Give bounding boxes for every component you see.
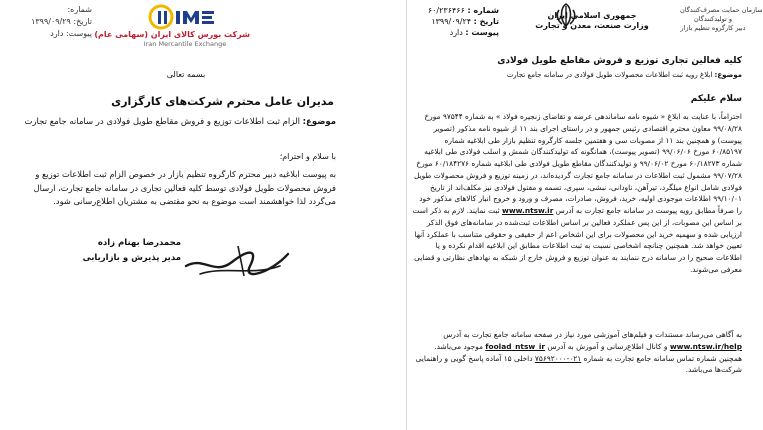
phone-number: ۰۲۱-۷۵۶۹۲۰۰۰ <box>534 353 582 363</box>
greeting: سلام علیکم <box>690 94 742 104</box>
help-link[interactable]: www.ntsw.ir/help <box>669 341 742 351</box>
gov-line-1: جمهوری اسلامی ایران <box>547 11 637 20</box>
date-label: تاریخ: <box>73 17 92 26</box>
number-label: شماره: <box>67 5 92 14</box>
ime-logo-mark <box>148 4 222 30</box>
logo-name-fa: شرکت بورس کالای ایران (سهامی عام) <box>94 30 250 39</box>
signature-icon <box>180 236 300 286</box>
date-label: تاریخ : <box>473 17 499 26</box>
body-text: به پیوست ابلاغیه دبیر محترم کارگروه تنظیم بازار در خصوص الزام ثبت اطلاعات توزیع و فروش محصولات طویل فولادی توسط کلیه فعالین تجاری در سامانه جامع تجارت، ارسال می‌گردد لذا خواهشمند است موضوع به نحو مقتضی به مشتریان اطلاع‌رسانی شود. <box>33 169 336 206</box>
para2-part-d: داخلی ۱۵ آماده پاسخ گویی و راهنمایی شرکت‌ها می‌باشد. <box>415 353 742 375</box>
letter-attachment <box>411 27 499 38</box>
greeting: با سلام و احترام؛ <box>279 152 336 161</box>
government-header <box>512 11 672 31</box>
para2-part-c: موجود می‌باشد. همچنین شماره تماس سامانه جامع تجارت به شماره <box>434 341 742 363</box>
date-value: ۱۳۹۹/۰۹/۲۹ <box>31 17 71 26</box>
letter-attachment <box>10 28 92 39</box>
letter-date <box>411 16 499 27</box>
para2-part-b: و کانال اطلاع‌رسانی و آموزش به آدرس <box>547 341 668 351</box>
ntsw-link[interactable]: www.ntsw.ir <box>502 206 554 215</box>
letter-date <box>10 16 92 27</box>
signatory-name: محمدرضا بهنام زاده <box>97 238 181 248</box>
gov-line-2: وزارت صنعت، معدن و تجارت <box>535 21 649 30</box>
number-label: شماره : <box>467 6 499 15</box>
subject-text: ابلاغ رویه ثبت اطلاعات محصولات طویل فولادی در سامانه جامع تجارت <box>506 71 713 79</box>
letter-meta <box>411 5 499 38</box>
attachment-label: پیوست : <box>465 28 499 37</box>
ministry-letter <box>407 0 763 430</box>
organization-header <box>680 6 763 33</box>
subject-text: الزام ثبت اطلاعات توزیع و فروش مقاطع طویل فولادی در سامانه جامع تجارت <box>24 117 300 127</box>
para1-part-b: ثبت نمایند. لازم به ذکر است بر اساس این مصوبات، از این پس عملکرد فعالین بر اساس اطلاعات ثبت‌شده در سامانه‌های فوق الذکر ارزیابی شده و سهمیه خرید این محصولات برای این اشخاص اعم از حقیقی و حقوقی متناسب با عملکرد آنها تعیین خواهد شد. همچنین چنانچه اشخاصی نسبت به ثبت اطلاعات مطابق این ابلاغیه اقدام نکرده و یا اطلاعات صحیح را در سامانه درج ننمایند به عنوان توزیع و فروش خارج از شبکه به نهادهای نظارتی و قضایی معرفی می‌شوند. <box>412 206 742 274</box>
attachment-value: دارد <box>449 28 463 37</box>
org-line-2: و تولیدکنندگان <box>693 15 732 23</box>
letter-number <box>411 5 499 16</box>
body-paragraph-2 <box>412 329 742 411</box>
subject-line <box>18 116 336 128</box>
body-paragraph-1 <box>412 111 742 323</box>
para1-part-a: احتراماً، با عنایت به ابلاغ « شیوه نامه ساماندهی عرضه و تقاضای زنجیره فولاد » به شماره ۹۷۵۴۴ مورخ ۹۹/۰۸/۲۸ معاون محترم اقتصادی رئیس جمهور و در راستای اجرای بند ۱۱ از شیوه نامه مذکور (تصویر پیوست) و همچنین بند ۱۱ از مصوبات سی و هفتمین جلسه کارگروه تنظیم بازار طی ابلاغیه شماره ۶۰/۸۵۱۹۷ مورخ ۹۹/۰۶/۰۶ (تصویر پیوست)، همانگونه که تولیدکنندگان شمش و اسلب فولادی طی ابلاغیه شماره ۶۰/۱۸۲۷۳ مورخ ۹۹/۰۶/۰۲ و تولیدکنندگان مقاطع طویل فولادی طی ابلاغیه شماره ۶۰/۱۸۴۲۷۶ مورخ ۹۹/۰۷/۲۸ مشمول ثبت اطلاعات در سامانه جامع تجارت گردیده‌اند، در زمینه توزیع و فروش محصولات طویل فولادی شامل انواع میلگرد، تیرآهن، ناودانی، نبشی، سپری، تسمه و مفتول فولادی نیز مکلف‌اند از تاریخ ۹۹/۱۰/۰۱ اطلاعات موجودی اولیه، خرید، فروش، صادرات، مصرف و ورود و خروج انبار کالاهای مذکور خود را صرفاً مطابق رویه پیوست در سامانه جامع تجارت به آدرس <box>414 112 742 215</box>
recipient: کلیه فعالین تجاری توزیع و فروش مقاطع طویل فولادی <box>497 56 742 66</box>
invocation: بسمه تعالی <box>166 70 206 79</box>
subject-label: موضوع: <box>714 71 742 79</box>
signatory-title: مدیر پذیرش و بازاریابی <box>82 253 181 263</box>
addressee: مدیران عامل محترم شرکت‌های کارگزاری <box>111 95 334 108</box>
subject-label: موضوع: <box>302 117 336 127</box>
para2-part-a: به آگاهی می‌رساند مستندات و فیلم‌های آموزشی مورد نیاز در صفحه سامانه جامع تجارت به آدرس <box>443 330 742 339</box>
number-value: ۶۰/۲۳۶۴۶۶ <box>427 6 465 15</box>
org-line-3: دبیر کارگروه تنظیم بازار <box>680 24 746 32</box>
attachment-value: دارد <box>50 29 64 38</box>
org-line-1: سازمان حمایت مصرف‌کنندگان <box>680 6 763 14</box>
ime-logo <box>94 4 250 66</box>
subject-line <box>420 70 742 80</box>
channel-link[interactable]: foolad_ntsw_ir <box>485 341 546 351</box>
attachment-label: پیوست: <box>65 29 92 38</box>
logo-name-en: Iran Mercantile Exchange <box>143 40 227 48</box>
date-value: ۱۳۹۹/۰۹/۲۴ <box>431 17 472 26</box>
letter-number <box>10 4 92 15</box>
